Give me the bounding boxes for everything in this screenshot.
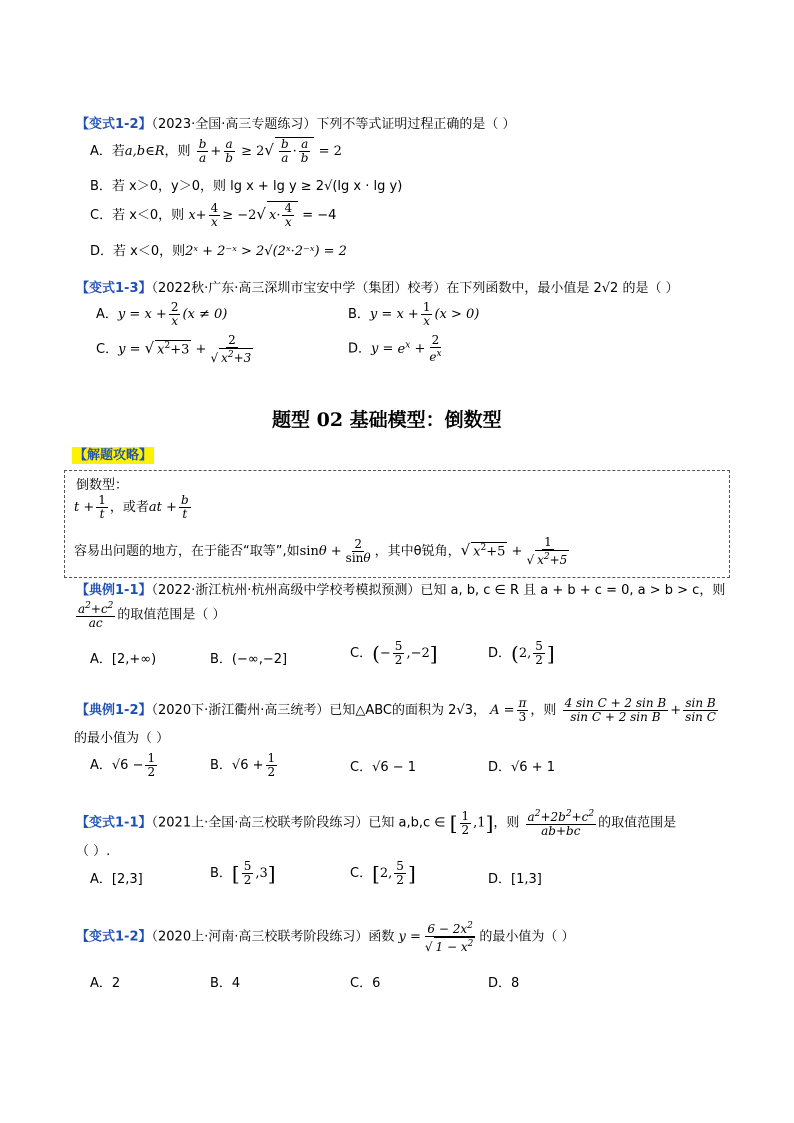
strategy-line-1: 倒数型： [76, 478, 129, 493]
option-b: B．√6 + $\frac{1}{2}$ [210, 751, 276, 779]
strategy-label: 【解题攻略】 [74, 448, 153, 463]
option-c: C．6 [350, 976, 381, 991]
question-example-1-1 [76, 579, 725, 598]
option-c: C．若 x＜0，则 x+ $\frac{4}{x}$ ≥ −2√ x· $\frac{4}{x}$ = −4 [90, 201, 337, 229]
question-stem: （2021上·全国·高三校联考阶段练习）已知 a,b,c ∈ [151, 815, 446, 831]
option-a: A．2 [90, 976, 121, 991]
option-a: A．[2,+∞) [90, 652, 157, 667]
option-c: C．y = √ $x^2+3$ + $\frac{2}{√ x^2+3}$ [96, 333, 252, 365]
strategy-line-3: 容易出问题的地方，在于能否“取等”,如sinθ + $\frac{2}{\sin\theta}$ ，其中θ锐角，√ $x^2+5$ + $\frac{1}{√ x^2+5}$ [74, 535, 568, 567]
question-stem: （2022秋·广东·高三深圳市宝安中学（集团）校考）在下列函数中，最小值是 2√2 的是（ ） [151, 281, 679, 296]
option-b: B．4 [210, 976, 241, 991]
question-stem: （2023·全国·高三专题练习）下列不等式证明过程正确的是（ ） [151, 117, 516, 132]
option-d: D．$y = e^x$ + $\frac{2}{e^x}$ [348, 333, 442, 364]
option-c: C．[2, $\frac{5}{2}$ ] [350, 859, 416, 887]
question-tag: 【变式1-2】 [76, 117, 152, 132]
option-d: D．√6 + 1 [488, 760, 555, 775]
question-tag: 【典例1-1】 [76, 583, 152, 598]
question-variant-1-1: 【变式1-1】（2021上·全国·高三校联考阶段练习）已知 a,b,c ∈ [ $\frac{1}{2}$ ,1]，则 $\frac{a^2+2b^2+c^2}{ab+bc}$ 的取值范围是 [76, 808, 677, 838]
option-a: A．√6 − $\frac{1}{2}$ [90, 751, 156, 779]
question-variant-1-2b: 【变式1-2】（2020上·河南·高三校联考阶段练习）函数 y = $\frac{6 - 2x^2}{√ 1 - x^2}$ 的最小值为（ ） [76, 921, 575, 954]
option-b: B．若 x＞0，y＞0，则 lg x + lg y ≥ 2√(lg x · lg y) [90, 179, 403, 194]
option-a: A．若a,b∈R，则 $\frac{b}{a}$ + $\frac{a}{b}$ ≥ 2√ $\frac{b}{a}$ · $\frac{a}{b}$ = 2 [90, 137, 342, 165]
option-a: A．y = x + $\frac{2}{x}$ (x ≠ 0) [96, 300, 228, 328]
question-tag: 【变式1-1】 [76, 815, 152, 831]
option-b: B．[ $\frac{5}{2}$ ,3] [210, 859, 276, 887]
question-variant-1-3 [76, 277, 679, 296]
section-title: 题型 02 基础模型：倒数型 [272, 409, 502, 431]
option-a: A．[2,3] [90, 872, 143, 887]
option-b: B．y = x + $\frac{1}{x}$ (x > 0) [348, 300, 480, 328]
question-tag: 【典例1-2】 [76, 703, 152, 718]
option-d: D．(2, $\frac{5}{2}$ ] [488, 639, 555, 667]
question-stem: （2022·浙江杭州·杭州高级中学校考模拟预测）已知 a, b, c ∈ R 且 a + b + c = 0, a > b > c，则 [151, 583, 726, 598]
question-stem-line-2: $\frac{a^2+c^2}{ac}$ 的取值范围是（ ） [78, 601, 226, 630]
question-stem-line-2: 的最小值为（ ） [74, 731, 170, 746]
question-stem-line-2: （ ）. [76, 844, 111, 859]
option-c: C．√6 − 1 [350, 760, 417, 775]
option-b: B．(−∞,−2] [210, 652, 288, 667]
question-tag: 【变式1-2】 [76, 929, 152, 945]
option-d: D．8 [488, 976, 520, 991]
option-d: D．[1,3] [488, 872, 542, 887]
option-c: C．(− $\frac{5}{2}$ ,−2] [350, 639, 438, 667]
question-stem: （2020下·浙江衢州·高三统考）已知△ABC的面积为 2√3， [151, 703, 486, 718]
question-variant-1-2 [76, 113, 515, 132]
question-stem: （2020上·河南·高三校联考阶段练习）函数 [151, 929, 395, 945]
question-example-1-2: 【典例1-2】（2020下·浙江衢州·高三统考）已知△ABC的面积为 2√3， A = $\frac{\pi}{3}$ ，则 $\frac{\text{4 sin C + 2 sin B}}{\text{sin C + 2 sin B}}$ + $\frac{\text{sin B}}{\text{sin C}}$ [76, 696, 716, 724]
option-d: D．若 x＜0，则2ˣ + 2⁻ˣ > 2√(2ˣ·2⁻ˣ) = 2 [90, 244, 347, 259]
strategy-line-2: t + $\frac{1}{t}$ ，或者at + $\frac{b}{t}$ [74, 493, 189, 521]
question-tag: 【变式1-3】 [76, 281, 152, 296]
